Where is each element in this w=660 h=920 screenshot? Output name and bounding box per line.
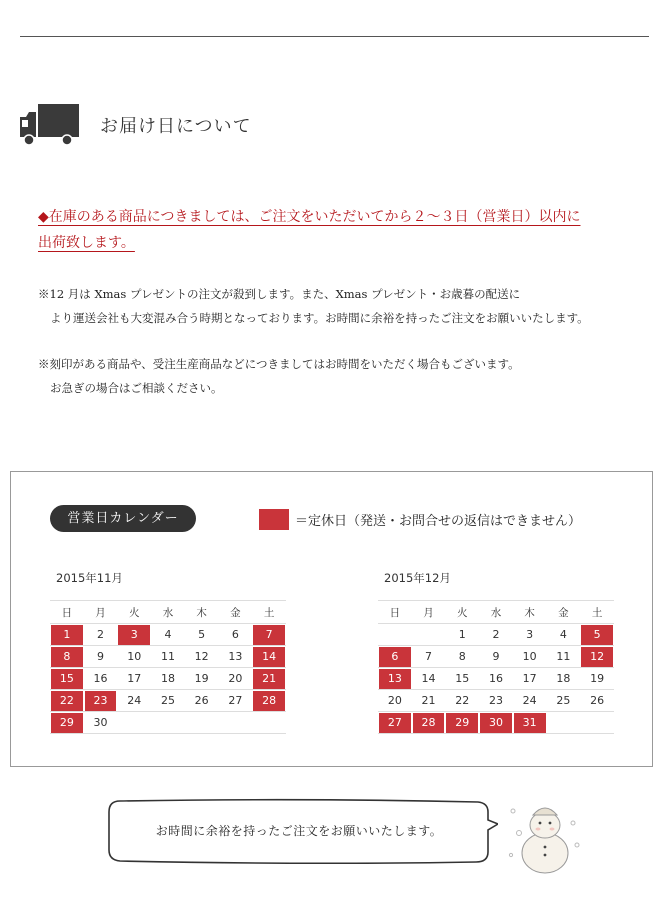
holiday-swatch (259, 509, 289, 530)
day-cell (445, 690, 479, 712)
month-title: 2015年11月 (56, 571, 123, 585)
day-number: 24 (522, 694, 537, 707)
day-cell (117, 668, 151, 690)
holiday-day-cell (513, 712, 547, 734)
weekday-label: 土 (580, 601, 614, 624)
day-cell (84, 624, 118, 646)
week-row (50, 646, 286, 668)
weekday-label: 日 (378, 601, 412, 624)
day-number: 2 (97, 628, 105, 641)
day-cell (547, 646, 581, 668)
day-number: 31 (514, 713, 546, 733)
weekday-label: 月 (412, 601, 446, 624)
day-number: 12 (581, 647, 613, 667)
holiday-day-cell (50, 646, 84, 668)
day-number: 11 (160, 650, 175, 663)
empty-day-cell (378, 624, 412, 646)
day-number: 7 (425, 650, 433, 663)
delivery-heading (20, 104, 252, 146)
day-number: 18 (556, 672, 571, 685)
holiday-day-cell (84, 690, 118, 712)
day-cell (412, 690, 446, 712)
day-number: 21 (421, 694, 436, 707)
week-row (50, 712, 286, 734)
day-number: 10 (127, 650, 142, 663)
day-number: 19 (194, 672, 209, 685)
day-number: 9 (97, 650, 105, 663)
day-number: 11 (556, 650, 571, 663)
weekday-label: 火 (445, 601, 479, 624)
day-number: 27 (379, 713, 411, 733)
day-cell (117, 646, 151, 668)
weekday-row (50, 601, 286, 624)
day-cell (513, 668, 547, 690)
engraving-note (38, 352, 648, 400)
day-number: 2 (492, 628, 500, 641)
day-cell (151, 646, 185, 668)
week-row (378, 646, 614, 668)
legend-text: ＝定休日（発送・お問合せの返信はできません） (295, 514, 582, 529)
day-number: 22 (455, 694, 470, 707)
day-cell (185, 690, 219, 712)
holiday-day-cell (378, 668, 412, 690)
day-number: 6 (231, 628, 239, 641)
top-divider (20, 36, 649, 37)
day-number: 25 (160, 694, 175, 707)
day-cell (479, 668, 513, 690)
engraving-note-line-1: ※刻印がある商品や、受注生産商品などにつきましてはお時間をいただく場合もございます。 (38, 357, 520, 371)
weekday-label: 木 (513, 601, 547, 624)
holiday-day-cell (412, 712, 446, 734)
day-number: 20 (387, 694, 402, 707)
day-cell (151, 624, 185, 646)
month-title: 2015年12月 (384, 571, 451, 585)
day-cell (151, 668, 185, 690)
empty-day-cell (185, 712, 219, 734)
december-note-line-2: より運送会社も大変混み合う時期となっております。お時間に余裕を持ったご注文をお願いいたします。 (50, 311, 589, 325)
day-cell (580, 668, 614, 690)
day-number: 3 (526, 628, 534, 641)
holiday-day-cell (252, 624, 286, 646)
day-number: 17 (522, 672, 537, 685)
calendar-legend (259, 509, 581, 530)
holiday-day-cell (252, 690, 286, 712)
day-number: 30 (480, 713, 512, 733)
empty-day-cell (117, 712, 151, 734)
week-row (378, 690, 614, 712)
day-number: 21 (253, 669, 285, 689)
day-number: 27 (228, 694, 243, 707)
delivery-title: お届け日について (100, 116, 252, 137)
day-cell (513, 646, 547, 668)
day-cell (378, 690, 412, 712)
holiday-day-cell (580, 646, 614, 668)
empty-day-cell (580, 712, 614, 734)
week-row (378, 712, 614, 734)
day-number: 14 (421, 672, 436, 685)
empty-day-cell (219, 712, 253, 734)
day-cell (412, 668, 446, 690)
day-cell (479, 624, 513, 646)
notice-line-1: ◆在庫のある商品につきましては、ご注文をいただいてから２～３日（営業日）以内に (38, 209, 581, 225)
weekday-label: 火 (117, 601, 151, 624)
day-cell (513, 624, 547, 646)
holiday-day-cell (378, 712, 412, 734)
day-number: 8 (458, 650, 466, 663)
weekday-label: 金 (547, 601, 581, 624)
day-cell (547, 668, 581, 690)
empty-day-cell (412, 624, 446, 646)
day-cell (580, 690, 614, 712)
speech-bubble (106, 798, 498, 864)
day-number: 28 (413, 713, 445, 733)
day-number: 3 (118, 625, 150, 645)
holiday-day-cell (50, 624, 84, 646)
day-cell (479, 690, 513, 712)
day-number: 4 (164, 628, 172, 641)
holiday-day-cell (479, 712, 513, 734)
day-cell (479, 646, 513, 668)
weekday-row (378, 601, 614, 624)
day-cell (547, 690, 581, 712)
calendar-title: 営業日カレンダー (50, 505, 196, 532)
day-number: 10 (522, 650, 537, 663)
day-number: 23 (488, 694, 503, 707)
week-row (378, 668, 614, 690)
weekday-label: 木 (185, 601, 219, 624)
week-row (378, 624, 614, 646)
day-number: 29 (51, 713, 83, 733)
day-cell (117, 690, 151, 712)
day-number: 8 (51, 647, 83, 667)
truck-icon (20, 104, 80, 146)
empty-day-cell (151, 712, 185, 734)
day-cell (185, 646, 219, 668)
day-number: 22 (51, 691, 83, 711)
day-cell (185, 668, 219, 690)
calendar-month-nov (50, 570, 286, 734)
day-number: 13 (228, 650, 243, 663)
week-row (50, 690, 286, 712)
month-grid (378, 600, 614, 734)
weekday-label: 月 (84, 601, 118, 624)
weekday-label: 土 (252, 601, 286, 624)
calendar-month-dec (378, 570, 614, 734)
holiday-day-cell (445, 712, 479, 734)
weekday-label: 金 (219, 601, 253, 624)
day-number: 14 (253, 647, 285, 667)
day-cell (185, 624, 219, 646)
holiday-day-cell (378, 646, 412, 668)
week-row (50, 668, 286, 690)
holiday-day-cell (580, 624, 614, 646)
day-number: 25 (556, 694, 571, 707)
day-number: 19 (590, 672, 605, 685)
day-number: 5 (581, 625, 613, 645)
day-number: 15 (455, 672, 470, 685)
day-number: 7 (253, 625, 285, 645)
day-number: 18 (160, 672, 175, 685)
empty-day-cell (547, 712, 581, 734)
day-number: 29 (446, 713, 478, 733)
day-number: 1 (51, 625, 83, 645)
holiday-day-cell (117, 624, 151, 646)
stock-shipping-notice (38, 204, 628, 256)
day-number: 15 (51, 669, 83, 689)
day-number: 24 (127, 694, 142, 707)
day-number: 20 (228, 672, 243, 685)
day-cell (151, 690, 185, 712)
holiday-day-cell (50, 712, 84, 734)
weekday-label: 日 (50, 601, 84, 624)
day-number: 16 (488, 672, 503, 685)
day-number: 9 (492, 650, 500, 663)
december-note-line-1: ※12 月は Xmas プレゼントの注文が殺到します。また、Xmas プレゼント・お歳暮の配送に (38, 287, 521, 301)
day-number: 4 (559, 628, 567, 641)
day-cell (513, 690, 547, 712)
day-cell (219, 646, 253, 668)
day-cell (84, 712, 118, 734)
month-grid (50, 600, 286, 734)
day-number: 23 (85, 691, 117, 711)
day-number: 16 (93, 672, 108, 685)
day-number: 5 (198, 628, 206, 641)
day-cell (445, 668, 479, 690)
holiday-day-cell (50, 668, 84, 690)
december-note (38, 282, 648, 330)
day-number: 30 (93, 716, 108, 729)
day-number: 26 (590, 694, 605, 707)
day-cell (412, 646, 446, 668)
day-number: 12 (194, 650, 209, 663)
weekday-label: 水 (479, 601, 513, 624)
bubble-text: お時間に余裕を持ったご注文をお願いいたします。 (155, 824, 443, 838)
day-cell (219, 690, 253, 712)
notice-line-2: 出荷致します。 (38, 235, 135, 251)
engraving-note-line-2: お急ぎの場合はご相談ください。 (50, 381, 223, 395)
empty-day-cell (252, 712, 286, 734)
day-cell (84, 668, 118, 690)
day-cell (219, 624, 253, 646)
holiday-day-cell (252, 668, 286, 690)
holiday-day-cell (50, 690, 84, 712)
day-cell (84, 646, 118, 668)
day-cell (219, 668, 253, 690)
day-number: 1 (458, 628, 466, 641)
day-number: 17 (127, 672, 142, 685)
day-number: 26 (194, 694, 209, 707)
week-row (50, 624, 286, 646)
business-calendar (10, 471, 653, 767)
day-number: 28 (253, 691, 285, 711)
day-cell (445, 646, 479, 668)
day-cell (445, 624, 479, 646)
snowman-icon (505, 793, 585, 875)
holiday-day-cell (252, 646, 286, 668)
day-cell (547, 624, 581, 646)
day-number: 6 (379, 647, 411, 667)
day-number: 13 (379, 669, 411, 689)
weekday-label: 水 (151, 601, 185, 624)
